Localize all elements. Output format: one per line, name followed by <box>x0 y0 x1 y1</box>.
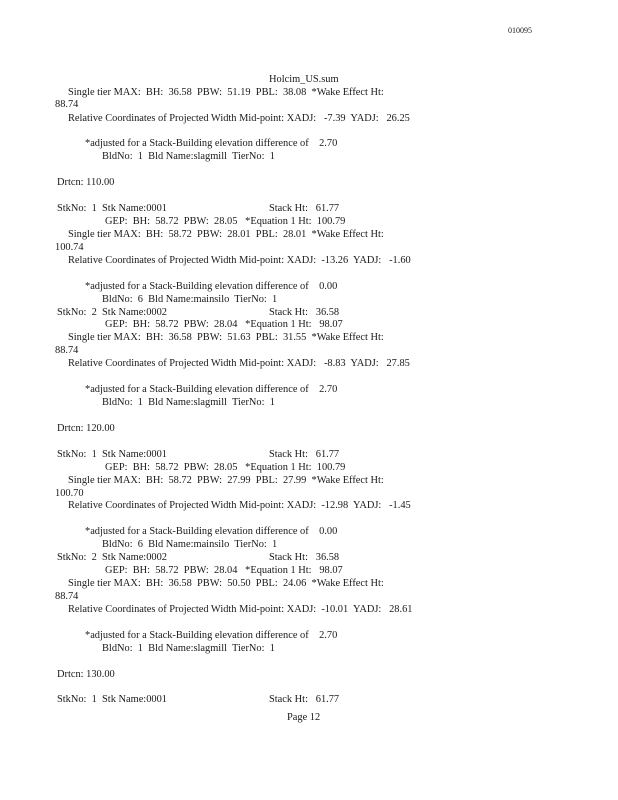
text-line: Drtcn: 130.00 <box>57 669 115 680</box>
text-line: GEP: BH: 58.72 PBW: 28.04 *Equation 1 Ht: 98.07 <box>105 565 343 576</box>
text-line: Single tier MAX: BH: 36.58 PBW: 51.19 PBL: 38.08 *Wake Effect Ht: <box>68 87 384 98</box>
text-line: Relative Coordinates of Projected Width Mid-point: XADJ: -7.39 YADJ: 26.25 <box>68 113 410 124</box>
text-line: *adjusted for a Stack-Building elevation difference of 0.00 <box>85 526 338 537</box>
text-line: *adjusted for a Stack-Building elevation difference of 2.70 <box>85 384 338 395</box>
document-id: 010095 <box>508 26 532 35</box>
text-line: Relative Coordinates of Projected Width Mid-point: XADJ: -13.26 YADJ: -1.60 <box>68 255 411 266</box>
text-line: StkNo: 2 Stk Name:0002 <box>57 552 167 563</box>
text-line: Stack Ht: 36.58 <box>269 552 340 563</box>
text-line: GEP: BH: 58.72 PBW: 28.05 *Equation 1 Ht: 100.79 <box>105 462 346 473</box>
text-line: Single tier MAX: BH: 58.72 PBW: 27.99 PBL: 27.99 *Wake Effect Ht: <box>68 475 384 486</box>
text-line: BldNo: 1 Bld Name:slagmill TierNo: 1 <box>102 397 275 408</box>
text-line: Single tier MAX: BH: 58.72 PBW: 28.01 PBL: 28.01 *Wake Effect Ht: <box>68 229 384 240</box>
header-title: Holcim_US.sum <box>269 74 339 85</box>
text-line: Drtcn: 110.00 <box>57 177 115 188</box>
text-line: BldNo: 1 Bld Name:slagmill TierNo: 1 <box>102 643 275 654</box>
text-line: 88.74 <box>55 345 79 356</box>
text-line: BldNo: 6 Bld Name:mainsilo TierNo: 1 <box>102 294 278 305</box>
text-line: Drtcn: 120.00 <box>57 423 115 434</box>
text-line: 88.74 <box>55 591 79 602</box>
text-line: StkNo: 2 Stk Name:0002 <box>57 307 167 318</box>
text-line: Stack Ht: 61.77 <box>269 694 340 705</box>
page-number: Page 12 <box>287 712 321 723</box>
text-line: *adjusted for a Stack-Building elevation difference of 0.00 <box>85 281 338 292</box>
text-line: Stack Ht: 61.77 <box>269 449 340 460</box>
text-line: 88.74 <box>55 99 79 110</box>
text-line: Relative Coordinates of Projected Width Mid-point: XADJ: -10.01 YADJ: 28.61 <box>68 604 413 615</box>
text-line: StkNo: 1 Stk Name:0001 <box>57 449 167 460</box>
text-line: 100.74 <box>55 242 84 253</box>
text-line: BldNo: 1 Bld Name:slagmill TierNo: 1 <box>102 151 275 162</box>
text-line: *adjusted for a Stack-Building elevation difference of 2.70 <box>85 138 338 149</box>
text-line: 100.70 <box>55 488 84 499</box>
text-line: GEP: BH: 58.72 PBW: 28.04 *Equation 1 Ht: 98.07 <box>105 319 343 330</box>
text-line: Single tier MAX: BH: 36.58 PBW: 50.50 PBL: 24.06 *Wake Effect Ht: <box>68 578 384 589</box>
text-line: GEP: BH: 58.72 PBW: 28.05 *Equation 1 Ht: 100.79 <box>105 216 346 227</box>
text-line: Relative Coordinates of Projected Width Mid-point: XADJ: -12.98 YADJ: -1.45 <box>68 500 411 511</box>
text-line: *adjusted for a Stack-Building elevation difference of 2.70 <box>85 630 338 641</box>
text-line: StkNo: 1 Stk Name:0001 <box>57 203 167 214</box>
text-line: Stack Ht: 61.77 <box>269 203 340 214</box>
text-line: BldNo: 6 Bld Name:mainsilo TierNo: 1 <box>102 539 278 550</box>
text-line: Stack Ht: 36.58 <box>269 307 340 318</box>
text-line: StkNo: 1 Stk Name:0001 <box>57 694 167 705</box>
text-line: Single tier MAX: BH: 36.58 PBW: 51.63 PBL: 31.55 *Wake Effect Ht: <box>68 332 384 343</box>
text-line: Relative Coordinates of Projected Width Mid-point: XADJ: -8.83 YADJ: 27.85 <box>68 358 410 369</box>
